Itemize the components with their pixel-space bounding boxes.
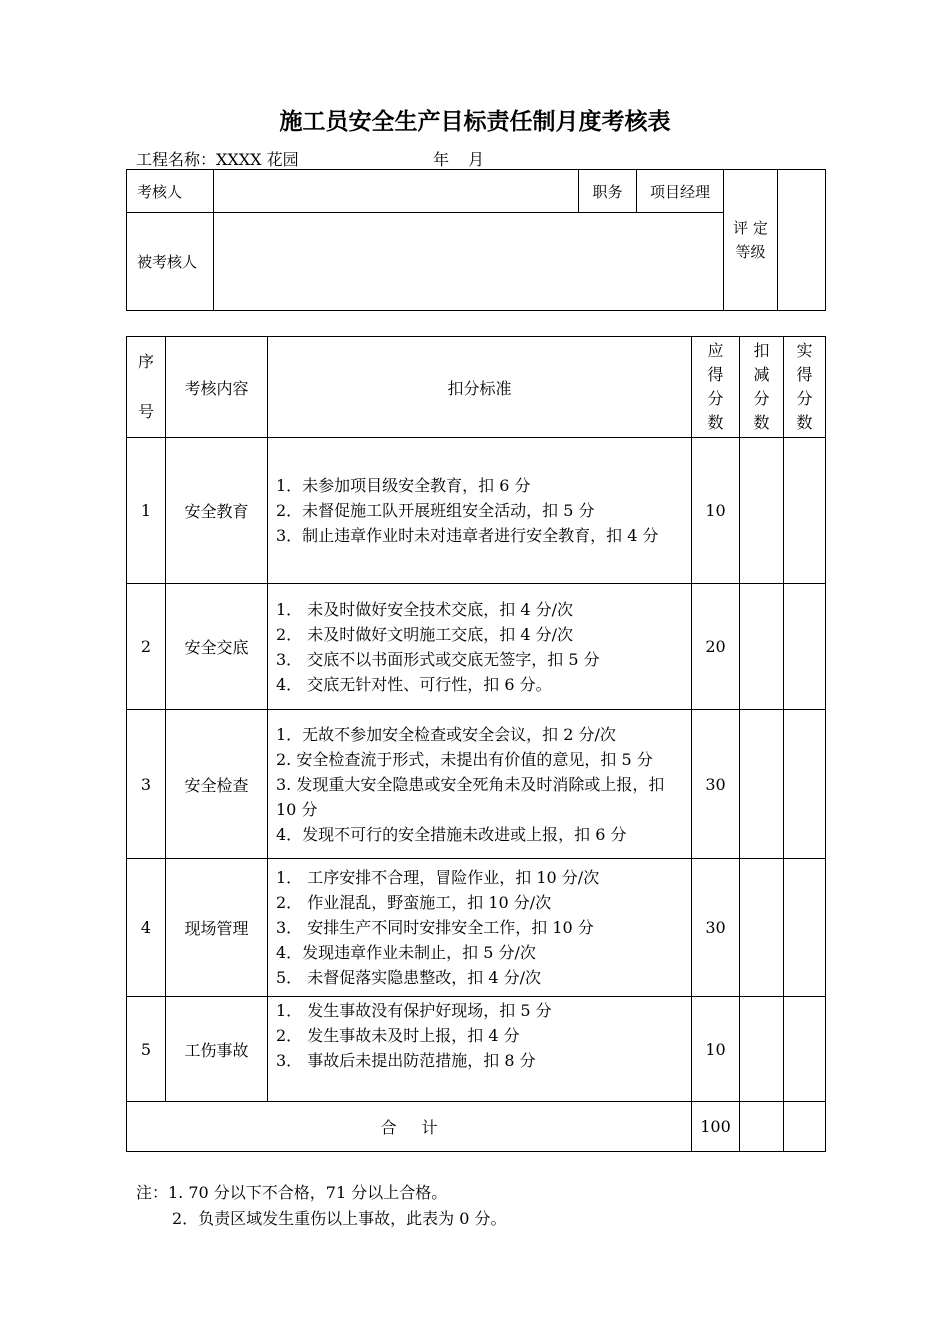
- total-row: [127, 1102, 826, 1152]
- score-table: [126, 336, 826, 1152]
- standard-item: 5． 未督促落实隐患整改，扣 4 分/次: [276, 968, 542, 987]
- header-table: [126, 169, 826, 311]
- standard-item: 3. 发现重大安全隐患或安全死角未及时消除或上报，扣 10 分: [276, 774, 665, 819]
- total-label: 合 计: [127, 1102, 692, 1152]
- standard-item: 2． 发生事故未及时上报，扣 4 分: [276, 1026, 520, 1045]
- row-deduct-field[interactable]: [740, 710, 784, 859]
- total-due-score: 100: [692, 1102, 740, 1152]
- table-row: [127, 997, 826, 1102]
- standard-item: 4．发现违章作业未制止，扣 5 分/次: [276, 943, 536, 962]
- row-deduct-field[interactable]: [740, 859, 784, 997]
- grade-label-line2: 等级: [735, 243, 766, 261]
- standard-item: 3． 安排生产不同时安排安全工作，扣 10 分: [276, 918, 594, 937]
- table-row: [127, 859, 826, 997]
- row-actual-field[interactable]: [784, 584, 826, 710]
- standard-item: 1． 未及时做好安全技术交底，扣 4 分/次: [276, 599, 574, 619]
- row-actual-field[interactable]: [784, 859, 826, 997]
- note-line-1: 注：1. 70 分以下不合格，71 分以上合格。: [136, 1183, 448, 1202]
- standard-item: 1． 工序安排不合理，冒险作业，扣 10 分/次: [276, 868, 600, 887]
- position-label: 职务: [579, 170, 637, 213]
- assessor-field[interactable]: [214, 170, 579, 213]
- page-title: 施工员安全生产目标责任制月度考核表: [279, 109, 671, 135]
- table-row: [127, 438, 826, 584]
- standard-item: 4． 交底无针对性、可行性，扣 6 分。: [276, 674, 552, 694]
- project-name: 工程名称：XXXX 花园: [136, 150, 299, 169]
- column-header-due: 应 得 分 数: [692, 337, 740, 438]
- row-content: 安全教育: [166, 438, 268, 584]
- row-content: 工伤事故: [166, 997, 268, 1102]
- row-actual-field[interactable]: [784, 438, 826, 584]
- notes: [136, 1180, 507, 1232]
- row-content: 现场管理: [166, 859, 268, 997]
- standard-item: 2. 安全检查流于形式，未提出有价值的意见，扣 5 分: [276, 749, 653, 769]
- row-seq: 5: [127, 997, 166, 1102]
- standard-item: 4．发现不可行的安全措施未改进或上报，扣 6 分: [276, 824, 627, 844]
- grade-label-line1: 评 定: [733, 219, 768, 237]
- row-deduct-field[interactable]: [740, 584, 784, 710]
- table-row: [127, 710, 826, 859]
- assessee-field[interactable]: [214, 213, 724, 311]
- row-actual-field[interactable]: [784, 710, 826, 859]
- standard-item: 2． 作业混乱，野蛮施工，扣 10 分/次: [276, 893, 552, 912]
- standard-item: 1．无故不参加安全检查或安全会议，扣 2 分/次: [276, 724, 616, 744]
- row-deduct-field[interactable]: [740, 438, 784, 584]
- row-due-score: 10: [692, 997, 740, 1102]
- row-seq: 4: [127, 859, 166, 997]
- total-actual-field[interactable]: [784, 1102, 826, 1152]
- standard-item: 2．未督促施工队开展班组安全活动，扣 5 分: [276, 501, 595, 520]
- column-header-standard: 扣分标准: [268, 337, 692, 438]
- standard-item: 3． 事故后未提出防范措施，扣 8 分: [276, 1051, 536, 1070]
- row-due-score: 20: [692, 584, 740, 710]
- row-standards: [268, 859, 692, 997]
- row-seq: 2: [127, 584, 166, 710]
- column-header-deduct: 扣 减 分 数: [740, 337, 784, 438]
- assessor-label: 考核人: [127, 170, 214, 213]
- row-due-score: 10: [692, 438, 740, 584]
- row-due-score: 30: [692, 710, 740, 859]
- assessee-label: 被考核人: [127, 213, 214, 311]
- row-actual-field[interactable]: [784, 997, 826, 1102]
- row-deduct-field[interactable]: [740, 997, 784, 1102]
- standard-item: 3． 交底不以书面形式或交底无签字，扣 5 分: [276, 649, 600, 669]
- row-due-score: 30: [692, 859, 740, 997]
- column-header-seq: 序 号: [127, 337, 166, 438]
- row-content: 安全检查: [166, 710, 268, 859]
- row-standards: [268, 438, 692, 584]
- standard-item: 3．制止违章作业时未对违章者进行安全教育，扣 4 分: [276, 526, 659, 545]
- standard-item: 2． 未及时做好文明施工交底，扣 4 分/次: [276, 624, 574, 644]
- table-header-row: [127, 337, 826, 438]
- standard-item: 1． 发生事故没有保护好现场，扣 5 分: [276, 1001, 552, 1020]
- row-standards: [268, 710, 692, 859]
- note-line-2: 2．负责区域发生重伤以上事故，此表为 0 分。: [172, 1209, 507, 1228]
- row-standards: [268, 584, 692, 710]
- row-content: 安全交底: [166, 584, 268, 710]
- column-header-content: 考核内容: [166, 337, 268, 438]
- column-header-actual: 实 得 分 数: [784, 337, 826, 438]
- standard-item: 1．未参加项目级安全教育，扣 6 分: [276, 476, 531, 495]
- table-row: [127, 584, 826, 710]
- row-seq: 1: [127, 438, 166, 584]
- position-value: 项目经理: [637, 170, 724, 213]
- date-field: 年 月: [433, 150, 485, 169]
- row-standards: [268, 997, 692, 1102]
- grade-label: [724, 170, 778, 311]
- row-seq: 3: [127, 710, 166, 859]
- grade-field[interactable]: [778, 170, 826, 311]
- total-deduct-field[interactable]: [740, 1102, 784, 1152]
